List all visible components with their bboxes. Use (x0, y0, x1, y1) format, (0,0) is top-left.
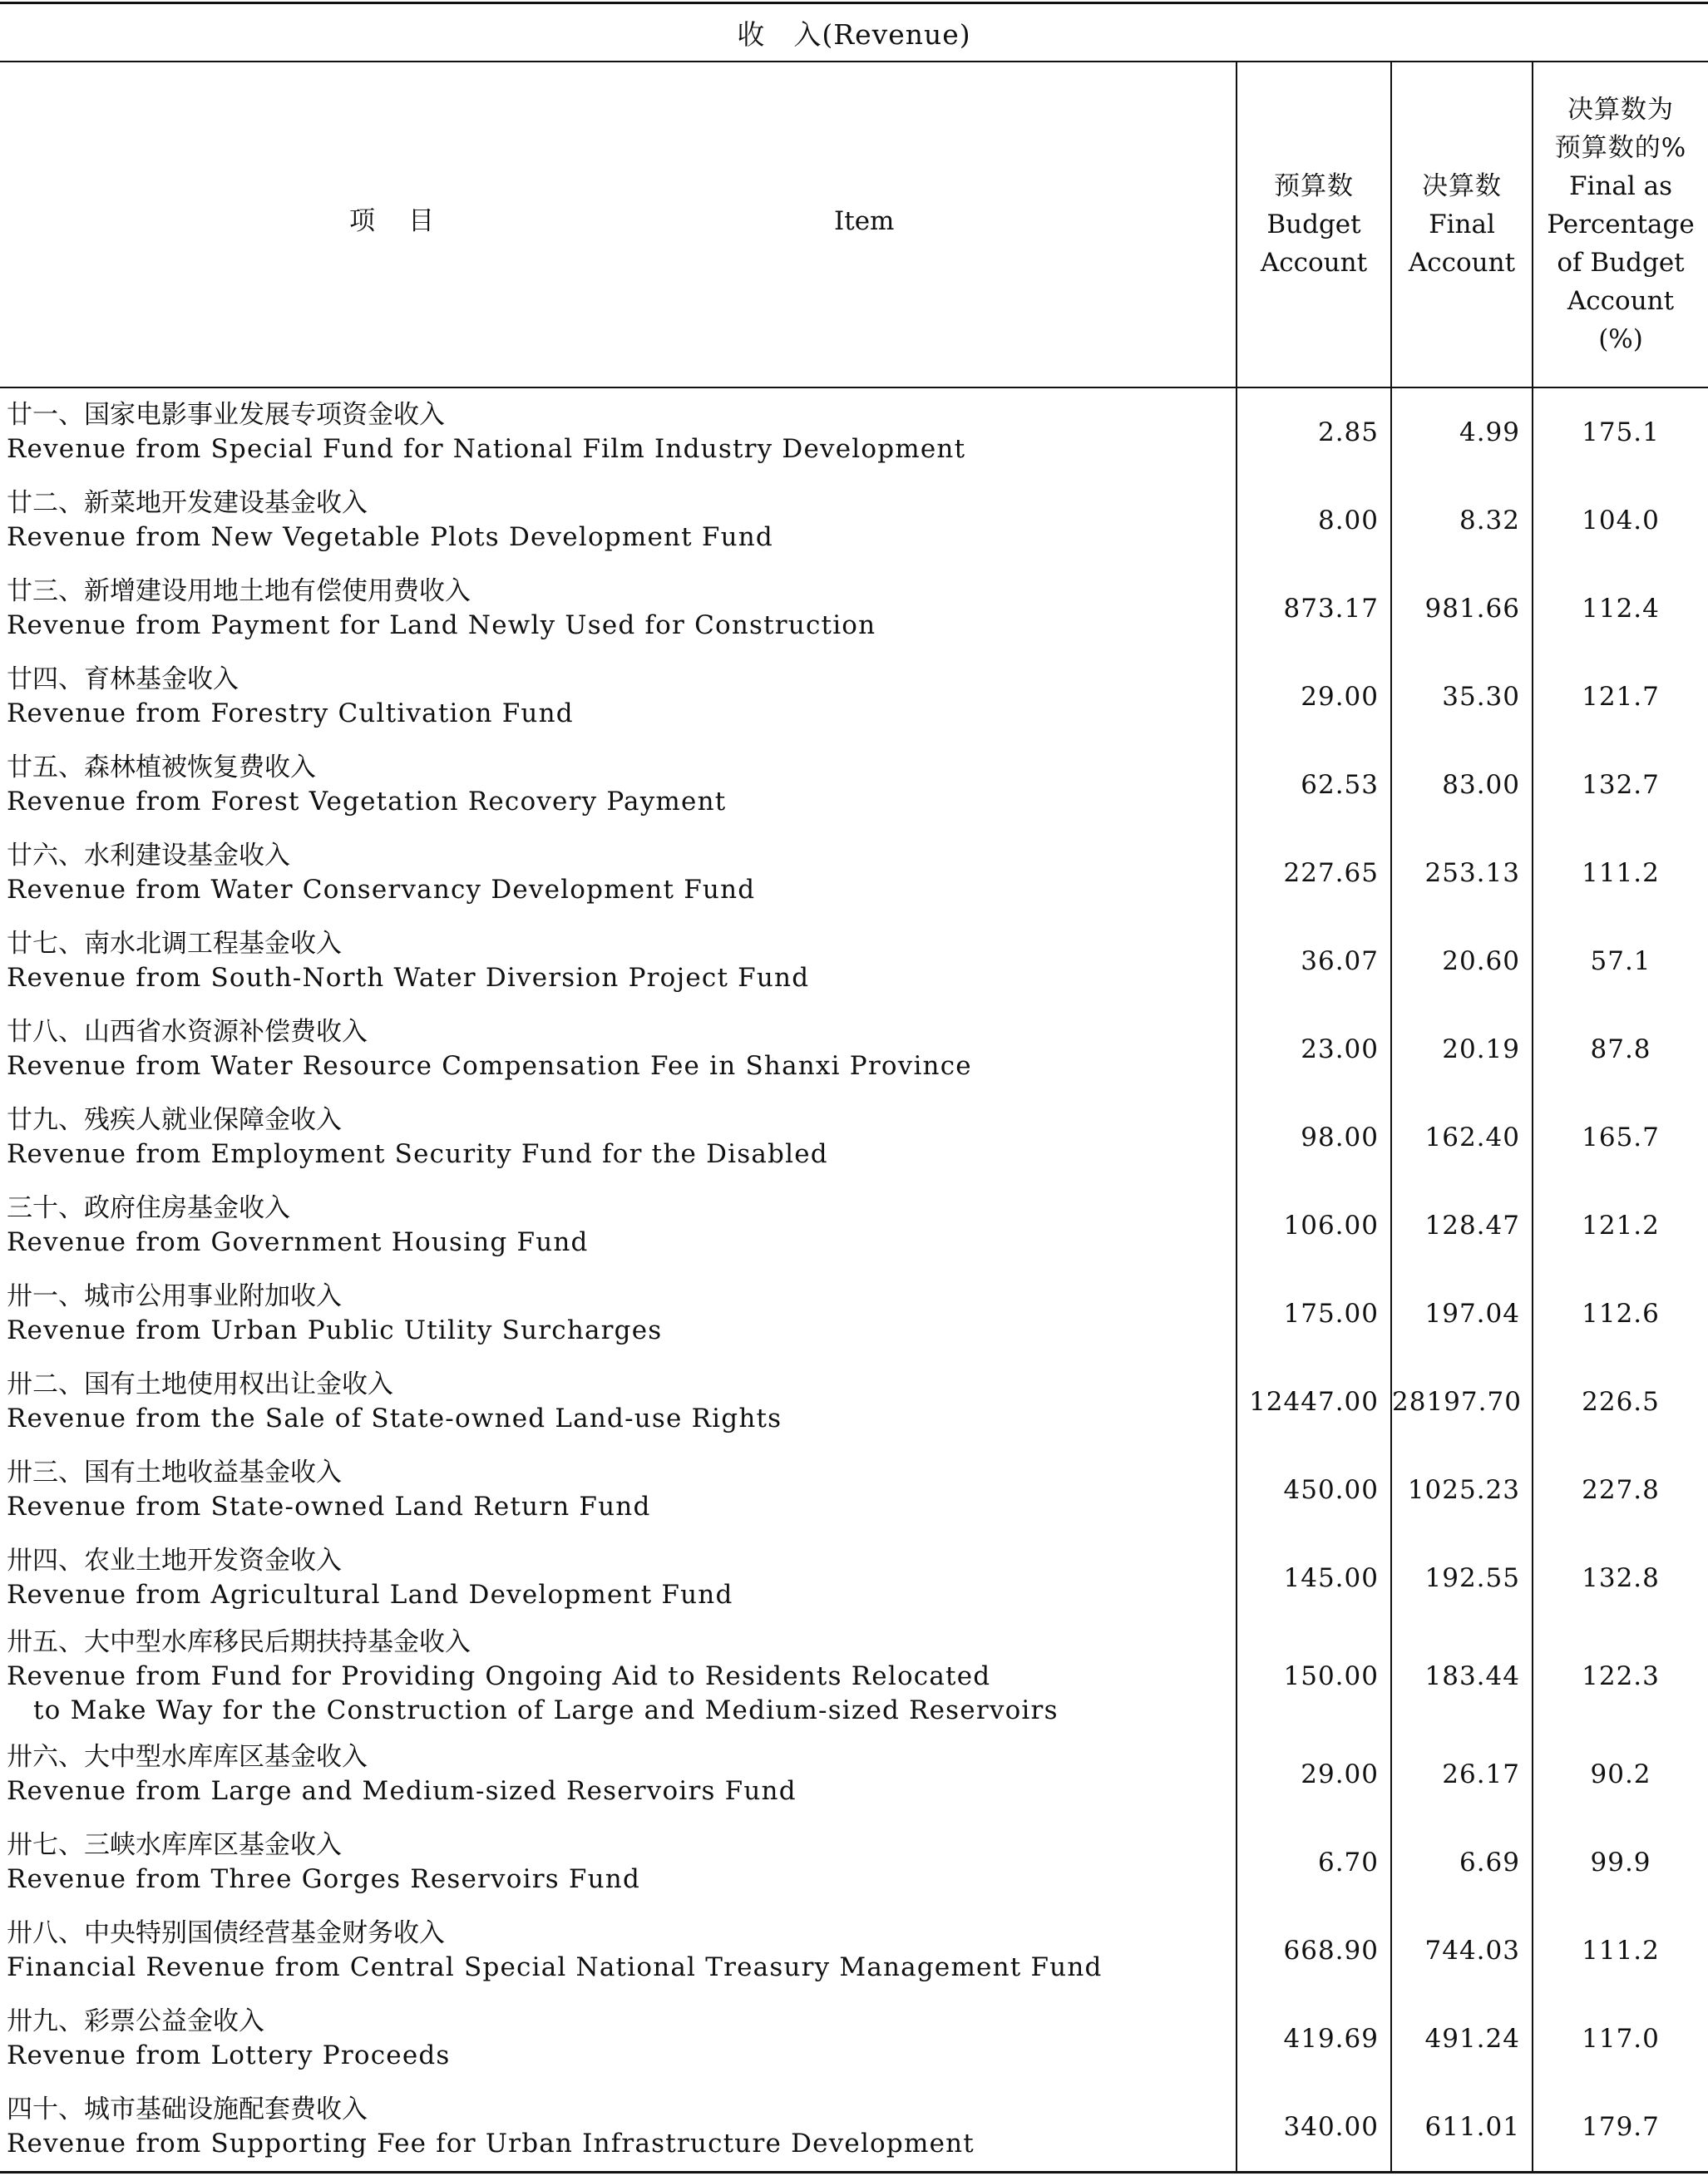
budget-value-cell: 36.07 (1237, 917, 1391, 1005)
percentage-value-cell: 175.1 (1533, 387, 1708, 476)
budget-value-cell: 98.00 (1237, 1093, 1391, 1182)
item-name-zh: 廿二、新菜地开发建设基金收入 (7, 488, 368, 518)
budget-value-cell: 23.00 (1237, 1005, 1391, 1093)
revenue-table (0, 2, 1708, 2174)
final-header-en-1: Final (1429, 210, 1495, 239)
percentage-value-cell: 132.7 (1533, 741, 1708, 829)
percentage-value-cell: 87.8 (1533, 1005, 1708, 1093)
item-name-zh: 卅二、国有土地使用权出让金收入 (7, 1369, 393, 1399)
percentage-value-cell: 104.0 (1533, 476, 1708, 565)
item-name-zh: 廿五、森林植被恢复费收入 (7, 752, 316, 782)
item-cell (0, 1907, 1237, 1995)
table-row (0, 1995, 1708, 2083)
budget-value-cell: 873.17 (1237, 565, 1391, 653)
table-row (0, 829, 1708, 917)
item-name-zh: 卅三、国有土地收益基金收入 (7, 1458, 342, 1488)
item-name-en: Revenue from Government Housing Fund (7, 1227, 589, 1257)
table-row (0, 1622, 1708, 1730)
percentage-value-cell: 57.1 (1533, 917, 1708, 1005)
percentage-value-cell: 165.7 (1533, 1093, 1708, 1182)
item-name-zh: 卅七、三峡水库库区基金收入 (7, 1830, 342, 1860)
item-name-zh: 廿八、山西省水资源补偿费收入 (7, 1017, 368, 1047)
table-row (0, 1093, 1708, 1182)
budget-header-en-1: Budget (1266, 210, 1361, 239)
item-column-header (0, 62, 1237, 387)
item-header-zh: 项目 (349, 206, 467, 236)
percentage-value-cell: 112.6 (1533, 1270, 1708, 1358)
item-cell (0, 1446, 1237, 1534)
item-cell (0, 387, 1237, 476)
item-name-en: Revenue from New Vegetable Plots Development Fund (7, 522, 773, 552)
final-value-cell: 35.30 (1391, 653, 1533, 741)
item-name-zh: 卅五、大中型水库移民后期扶持基金收入 (7, 1626, 471, 1657)
final-value-cell: 83.00 (1391, 741, 1533, 829)
item-name-en: Revenue from Forest Vegetation Recovery Payment (7, 787, 727, 817)
percentage-value-cell: 90.2 (1533, 1730, 1708, 1818)
final-value-cell: 6.69 (1391, 1818, 1533, 1907)
pct-header-en-5: (%) (1598, 324, 1643, 354)
final-column-header (1391, 62, 1533, 387)
budget-value-cell: 2.85 (1237, 387, 1391, 476)
final-value-cell: 192.55 (1391, 1534, 1533, 1622)
percentage-column-header (1533, 62, 1708, 387)
table-row (0, 476, 1708, 565)
budget-value-cell: 106.00 (1237, 1182, 1391, 1270)
table-row (0, 1907, 1708, 1995)
item-name-en: Revenue from Supporting Fee for Urban Infrastructure Development (7, 2129, 975, 2159)
table-row (0, 1358, 1708, 1446)
pct-header-en-4: Account (1567, 286, 1675, 316)
item-cell (0, 1358, 1237, 1446)
item-header-en: Item (834, 206, 895, 236)
table-row (0, 565, 1708, 653)
percentage-value-cell: 122.3 (1533, 1622, 1708, 1730)
percentage-value-cell: 226.5 (1533, 1358, 1708, 1446)
item-name-en: Revenue from Payment for Land Newly Used for Construction (7, 610, 876, 640)
budget-value-cell: 668.90 (1237, 1907, 1391, 1995)
final-value-cell: 1025.23 (1391, 1446, 1533, 1534)
final-value-cell: 8.32 (1391, 476, 1533, 565)
final-header-zh: 决算数 (1422, 171, 1502, 201)
item-cell (0, 1995, 1237, 2083)
budget-value-cell: 450.00 (1237, 1446, 1391, 1534)
table-row (0, 1730, 1708, 1818)
final-value-cell: 253.13 (1391, 829, 1533, 917)
budget-value-cell: 62.53 (1237, 741, 1391, 829)
item-name-zh: 廿七、南水北调工程基金收入 (7, 929, 342, 959)
table-row (0, 653, 1708, 741)
budget-column-header (1237, 62, 1391, 387)
table-row (0, 1005, 1708, 1093)
budget-header-en-2: Account (1260, 248, 1368, 278)
table-row (0, 1270, 1708, 1358)
item-name-zh: 三十、政府住房基金收入 (7, 1193, 290, 1223)
item-name-en: Revenue from Large and Medium-sized Reservoirs Fund (7, 1776, 797, 1806)
pct-header-zh-1: 决算数为 (1567, 95, 1675, 125)
item-name-en: Revenue from Water Resource Compensation Fee in Shanxi Province (7, 1051, 972, 1081)
item-name-en: Revenue from the Sale of State-owned Land-use Rights (7, 1404, 782, 1433)
item-name-en: Revenue from Three Gorges Reservoirs Fund (7, 1864, 641, 1894)
item-cell (0, 1534, 1237, 1622)
pct-header-en-1: Final as (1569, 171, 1673, 201)
budget-value-cell: 6.70 (1237, 1818, 1391, 1907)
item-name-en: Revenue from Fund for Providing Ongoing Aid to Residents Relocated (7, 1660, 991, 1691)
table-row (0, 1818, 1708, 1907)
item-cell (0, 829, 1237, 917)
item-name-zh: 卅六、大中型水库库区基金收入 (7, 1742, 368, 1772)
table-row (0, 387, 1708, 476)
item-name-zh: 廿四、育林基金收入 (7, 664, 239, 694)
item-cell (0, 1818, 1237, 1907)
budget-value-cell: 340.00 (1237, 2083, 1391, 2173)
item-name-zh: 廿六、水利建设基金收入 (7, 841, 290, 871)
item-name-zh: 卅九、彩票公益金收入 (7, 2006, 264, 2036)
pct-header-en-2: Percentage (1547, 210, 1695, 239)
item-cell (0, 1730, 1237, 1818)
final-value-cell: 744.03 (1391, 1907, 1533, 1995)
percentage-value-cell: 112.4 (1533, 565, 1708, 653)
final-value-cell: 20.19 (1391, 1005, 1533, 1093)
table-row (0, 741, 1708, 829)
percentage-value-cell: 99.9 (1533, 1818, 1708, 1907)
budget-value-cell: 8.00 (1237, 476, 1391, 565)
final-value-cell: 491.24 (1391, 1995, 1533, 2083)
item-cell (0, 565, 1237, 653)
item-name-en: Revenue from Forestry Cultivation Fund (7, 698, 574, 728)
table-row (0, 1534, 1708, 1622)
item-name-zh: 四十、城市基础设施配套费收入 (7, 2095, 368, 2124)
table-row (0, 2083, 1708, 2173)
final-value-cell: 28197.70 (1391, 1358, 1533, 1446)
item-name-zh: 卅一、城市公用事业附加收入 (7, 1281, 342, 1311)
item-name-en: Revenue from Agricultural Land Development Fund (7, 1580, 733, 1610)
table-row (0, 1182, 1708, 1270)
item-name-en: Financial Revenue from Central Special National Treasury Management Fund (7, 1952, 1103, 1982)
item-cell (0, 1182, 1237, 1270)
percentage-value-cell: 179.7 (1533, 2083, 1708, 2173)
final-value-cell: 611.01 (1391, 2083, 1533, 2173)
item-cell (0, 1093, 1237, 1182)
budget-header-zh: 预算数 (1274, 171, 1354, 201)
item-name-en: Revenue from Water Conservancy Development Fund (7, 875, 756, 905)
final-value-cell: 197.04 (1391, 1270, 1533, 1358)
item-name-zh: 卅八、中央特别国债经营基金财务收入 (7, 1918, 445, 1948)
item-cell (0, 2083, 1237, 2173)
percentage-value-cell: 132.8 (1533, 1534, 1708, 1622)
percentage-value-cell: 111.2 (1533, 829, 1708, 917)
final-value-cell: 26.17 (1391, 1730, 1533, 1818)
pct-header-zh-2: 预算数的% (1554, 133, 1687, 163)
item-cell (0, 1622, 1237, 1730)
item-name-en: Revenue from Special Fund for National Film Industry Development (7, 434, 966, 464)
item-name-zh: 廿九、残疾人就业保障金收入 (7, 1105, 342, 1135)
final-value-cell: 4.99 (1391, 387, 1533, 476)
item-name-en: Revenue from State-owned Land Return Fund (7, 1492, 651, 1522)
budget-value-cell: 29.00 (1237, 1730, 1391, 1818)
percentage-value-cell: 111.2 (1533, 1907, 1708, 1995)
percentage-value-cell: 121.7 (1533, 653, 1708, 741)
percentage-value-cell: 117.0 (1533, 1995, 1708, 2083)
final-value-cell: 20.60 (1391, 917, 1533, 1005)
budget-value-cell: 227.65 (1237, 829, 1391, 917)
table-caption: 收 入(Revenue) (0, 3, 1708, 62)
item-name-en: Revenue from Employment Security Fund for the Disabled (7, 1139, 828, 1169)
item-cell (0, 1005, 1237, 1093)
item-name-en: Revenue from Lottery Proceeds (7, 2040, 451, 2070)
item-cell (0, 741, 1237, 829)
item-name-en-continued: to Make Way for the Construction of Large and Medium-sized Reservoirs (33, 1695, 1059, 1725)
pct-header-en-3: of Budget (1557, 248, 1685, 278)
item-cell (0, 1270, 1237, 1358)
item-name-en: Revenue from Urban Public Utility Surcharges (7, 1315, 663, 1345)
item-name-en: Revenue from South-North Water Diversion Project Fund (7, 963, 810, 993)
final-value-cell: 981.66 (1391, 565, 1533, 653)
final-value-cell: 183.44 (1391, 1622, 1533, 1730)
item-name-zh: 廿三、新增建设用地土地有偿使用费收入 (7, 576, 471, 606)
final-header-en-2: Account (1408, 248, 1516, 278)
item-cell (0, 476, 1237, 565)
budget-value-cell: 12447.00 (1237, 1358, 1391, 1446)
item-cell (0, 653, 1237, 741)
item-cell (0, 917, 1237, 1005)
item-name-zh: 卅四、农业土地开发资金收入 (7, 1546, 342, 1576)
budget-value-cell: 145.00 (1237, 1534, 1391, 1622)
percentage-value-cell: 121.2 (1533, 1182, 1708, 1270)
budget-value-cell: 175.00 (1237, 1270, 1391, 1358)
budget-value-cell: 29.00 (1237, 653, 1391, 741)
item-name-zh: 廿一、国家电影事业发展专项资金收入 (7, 400, 445, 430)
table-row (0, 917, 1708, 1005)
table-row (0, 1446, 1708, 1534)
final-value-cell: 128.47 (1391, 1182, 1533, 1270)
budget-value-cell: 419.69 (1237, 1995, 1391, 2083)
percentage-value-cell: 227.8 (1533, 1446, 1708, 1534)
final-value-cell: 162.40 (1391, 1093, 1533, 1182)
budget-value-cell: 150.00 (1237, 1622, 1391, 1730)
